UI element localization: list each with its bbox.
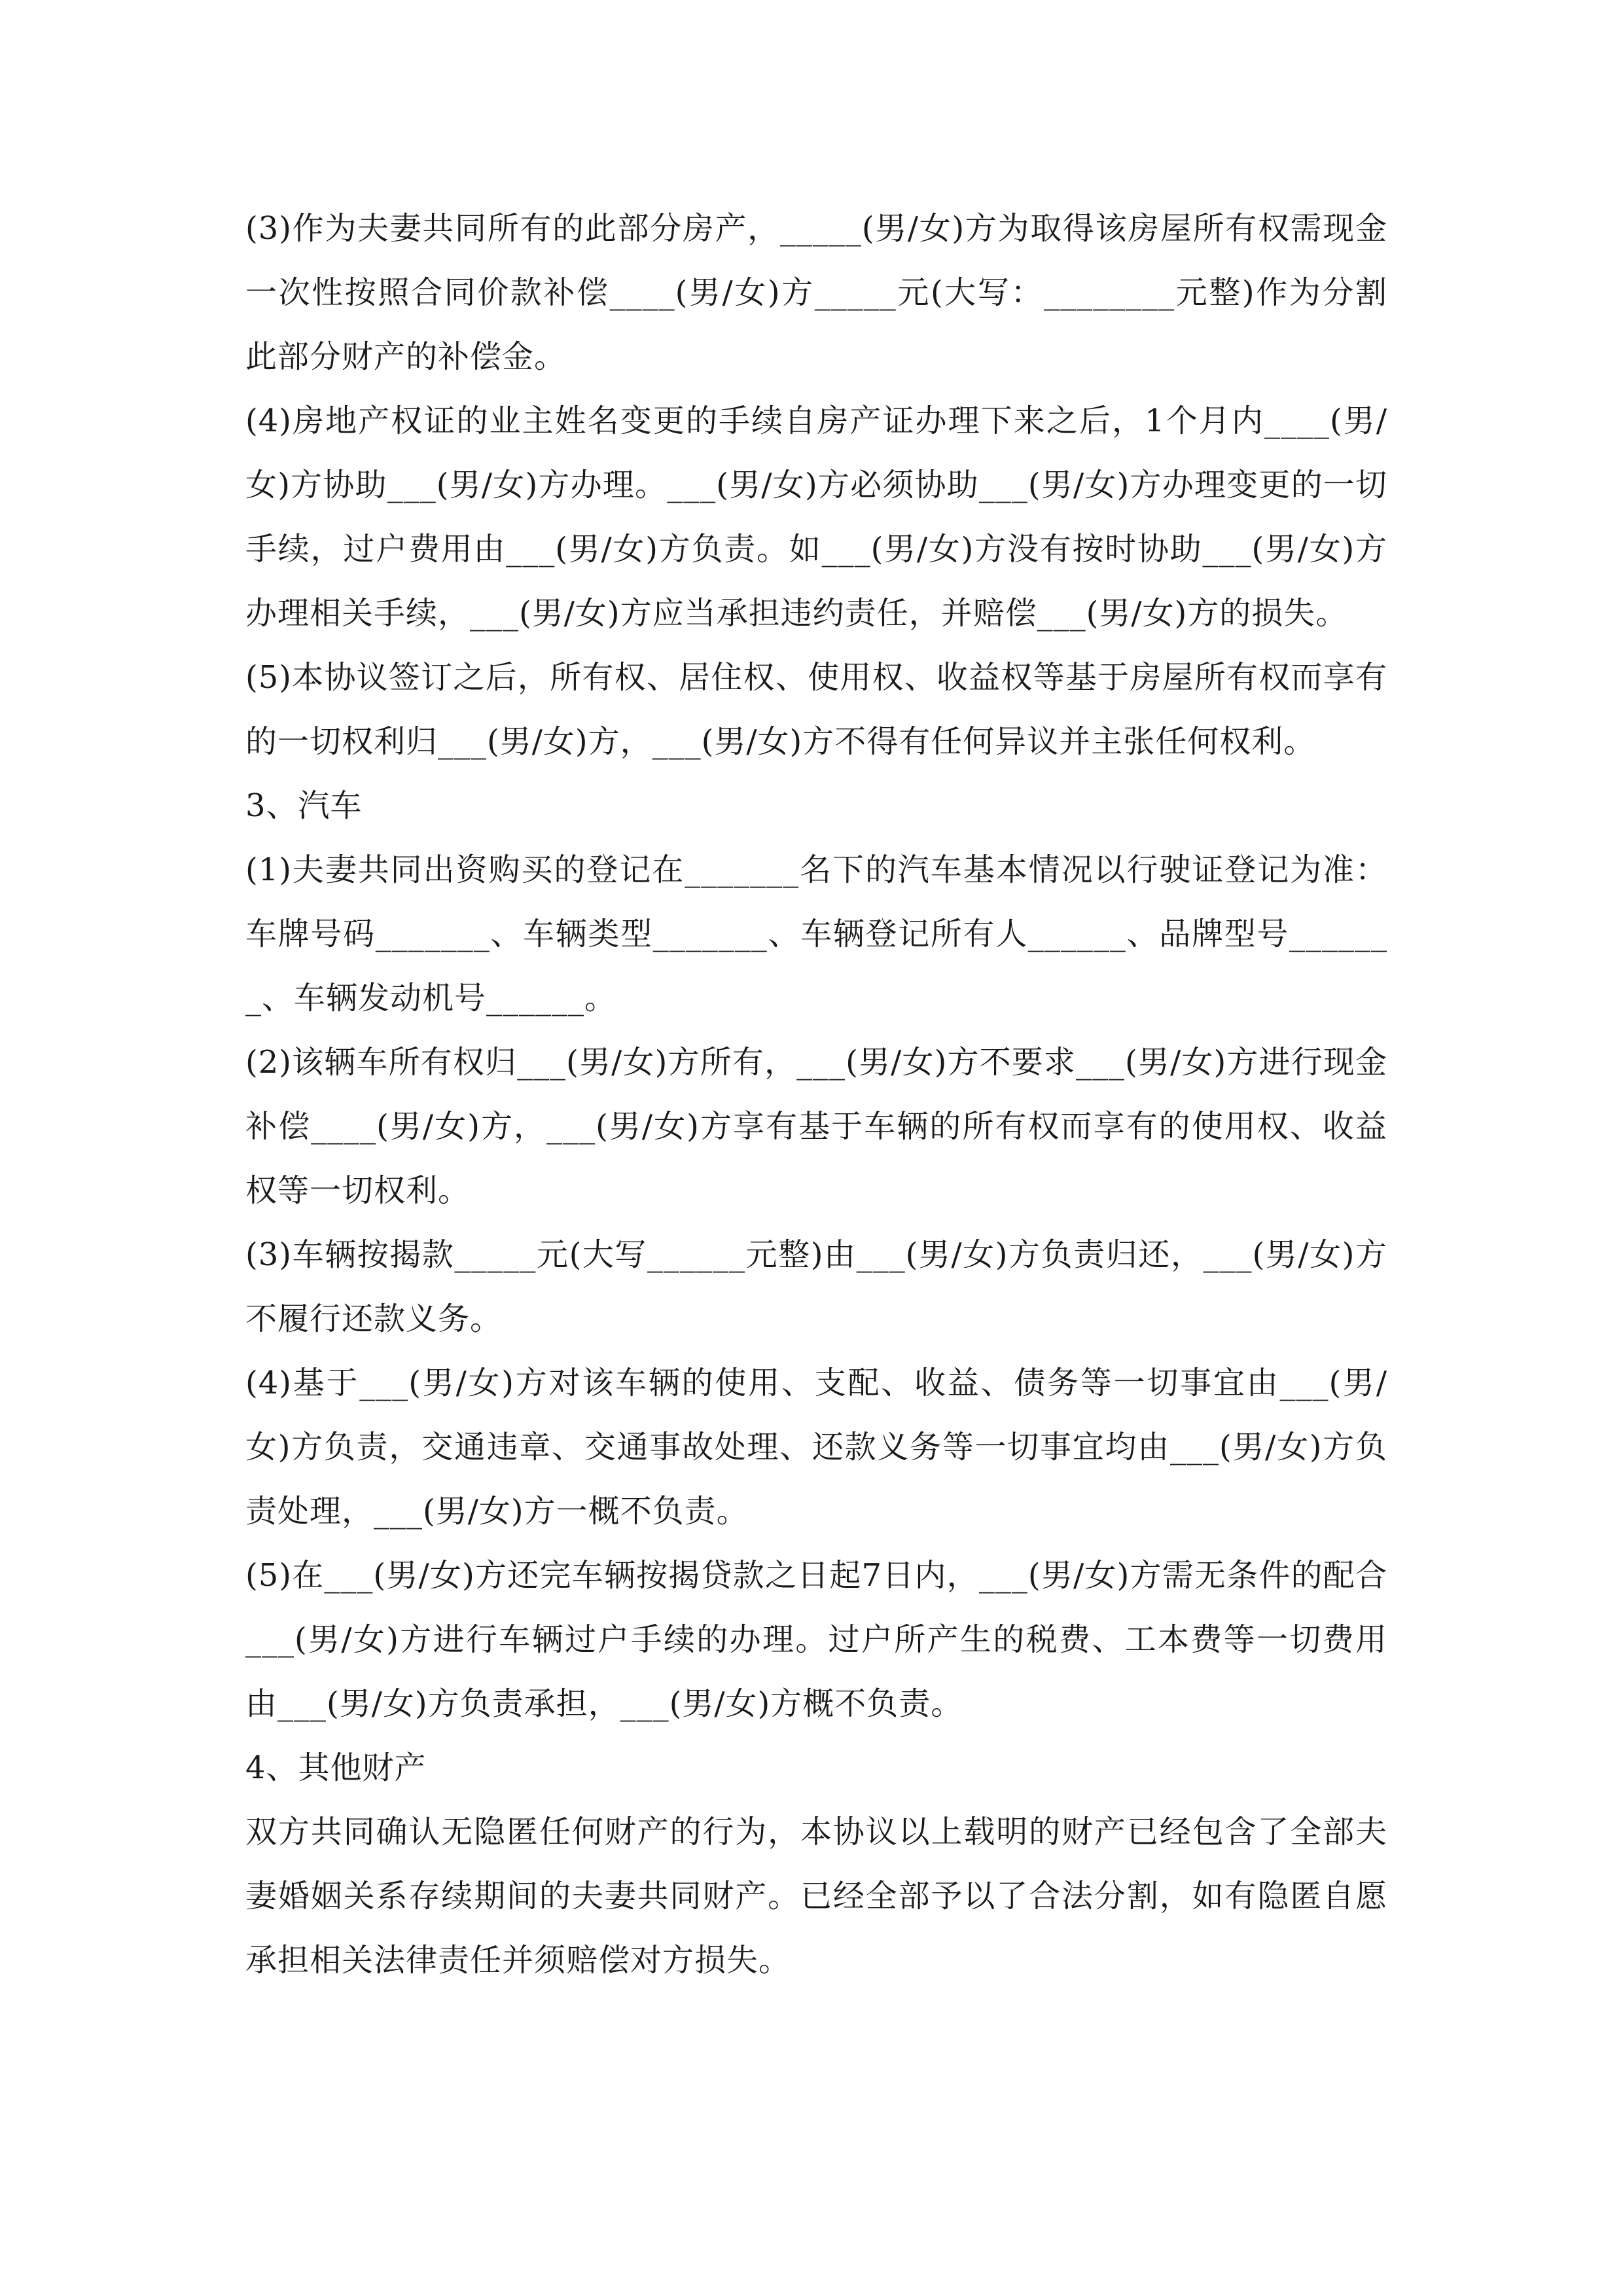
section-heading-car: 3、汽车 [245, 787, 363, 824]
clause-house-compensation: (3)作为夫妻共同所有的此部分房产，_____(男/女)方为取得该房屋所有权需现金一次性按照合同价款补偿____(男/女)方_____元(大写：________元整)作为分割此部分财产的补偿金。 [245, 210, 1387, 375]
clause-car-transfer: (5)在___(男/女)方还完车辆按揭贷款之日起7日内，___(男/女)方需无条件的配合___(男/女)方进行车辆过户手续的办理。过户所产生的税费、工本费等一切费用由___(男/女)方负责承担，___(男/女)方概不负责。 [245, 1557, 1387, 1722]
document-body [245, 196, 1387, 1992]
clause-car-loan: (3)车辆按揭款_____元(大写______元整)由___(男/女)方负责归还，___(男/女)方不履行还款义务。 [245, 1236, 1387, 1337]
section-heading-other-property: 4、其他财产 [245, 1749, 427, 1786]
clause-car-responsibility: (4)基于___(男/女)方对该车辆的使用、支配、收益、债务等一切事宜由___(男/女)方负责，交通违章、交通事故处理、还款义务等一切事宜均由___(男/女)方负责处理，___(男/女)方一概不负责。 [245, 1365, 1387, 1530]
clause-other-property: 双方共同确认无隐匿任何财产的行为，本协议以上载明的财产已经包含了全部夫妻婚姻关系存续期间的夫妻共同财产。已经全部予以了合法分割，如有隐匿自愿承担相关法律责任并须赔偿对方损失。 [245, 1814, 1387, 1979]
clause-title-transfer: (4)房地产权证的业主姓名变更的手续自房产证办理下来之后，1个月内____(男/女)方协助___(男/女)方办理。___(男/女)方必须协助___(男/女)方办理变更的一切手续，过户费用由___(男/女)方负责。如___(男/女)方没有按时协助___(男/女)方办理相关手续，___(男/女)方应当承担违约责任，并赔偿___(男/女)方的损失。 [245, 403, 1387, 632]
clause-house-rights: (5)本协议签订之后，所有权、居住权、使用权、收益权等基于房屋所有权而享有的一切权利归___(男/女)方，___(男/女)方不得有任何异议并主张任何权利。 [245, 659, 1387, 760]
clause-car-ownership: (2)该辆车所有权归___(男/女)方所有，___(男/女)方不要求___(男/女)方进行现金补偿____(男/女)方，___(男/女)方享有基于车辆的所有权而享有的使用权、收益权等一切权利。 [245, 1044, 1387, 1209]
clause-car-info: (1)夫妻共同出资购买的登记在_______名下的汽车基本情况以行驶证登记为准：车牌号码_______、车辆类型_______、车辆登记所有人______、品牌型号_______、车辆发动机号______。 [245, 852, 1387, 1016]
